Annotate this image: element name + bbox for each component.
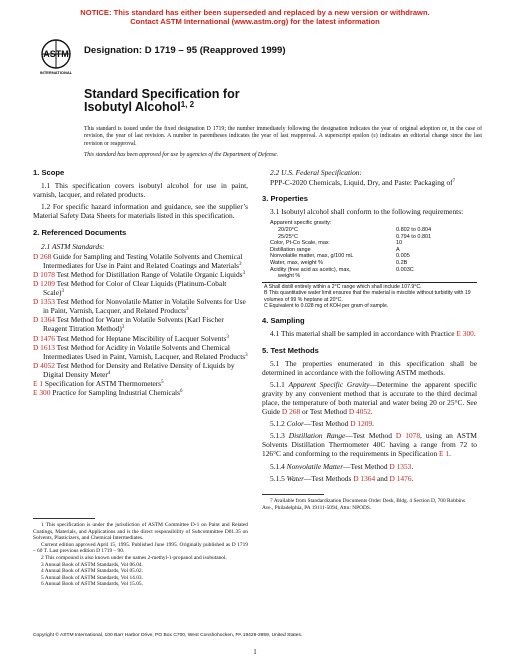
reference-item	[33, 279, 248, 297]
table-notes	[262, 284, 477, 310]
scope-p1: 1.1 This specification covers isobutyl alcohol for use in paint, varnish, lacquer, and related products.	[33, 181, 248, 200]
table-cell-label: 25/25°C	[278, 233, 298, 240]
reference-item	[33, 388, 248, 397]
title-line-1: Standard Specification for	[84, 87, 240, 101]
footnote-divider-right	[262, 494, 324, 495]
reference-code[interactable]: D 268	[33, 251, 52, 261]
table-cell-value: 0.802 to 0.804	[396, 226, 432, 233]
link-d1364[interactable]: D 1364	[353, 473, 376, 483]
table-row	[270, 267, 470, 274]
table-row	[270, 273, 470, 280]
table-row	[270, 220, 470, 227]
title-line-2: Isobutyl Alcohol	[84, 100, 181, 114]
link-d1078[interactable]: D 1078	[395, 431, 421, 441]
table-cell-value: 0.005	[396, 253, 410, 260]
table-row	[270, 260, 470, 267]
reference-sup: 3	[242, 270, 246, 276]
dod-approval: This standard has been approved for use by agencies of the Department of Defense.	[84, 152, 279, 158]
reference-sup: 5	[161, 379, 164, 385]
table-cell-label: Color, Pt-Co Scale, max	[270, 240, 329, 247]
document-title	[84, 88, 240, 114]
table-cell-value: 0.794 to 0.801	[396, 233, 432, 240]
properties-heading: 3. Properties	[262, 194, 309, 204]
test-methods-heading: 5. Test Methods	[262, 345, 319, 355]
link-d1353[interactable]: D 1353	[389, 461, 412, 471]
scope-heading: 1. Scope	[33, 168, 65, 177]
link-d1476[interactable]: D 1476	[389, 473, 412, 483]
reference-sup: 3	[61, 289, 64, 295]
reference-item	[33, 334, 248, 343]
logo-text: ASTM	[43, 49, 69, 59]
tests-p515: 5.1.5 Water—Test Methods D 1364 and D 1476.	[270, 473, 414, 483]
logo-subtext: INTERNATIONAL	[39, 70, 73, 75]
tests-p513: 5.1.3 Distillation Range—Test Method D 1078, using an ASTM Solvents Distillation Thermometer 40C having a range from 72 to 126°C and conforming to the requirements in Specification E 1.	[262, 431, 477, 459]
table-note: A Shall distill entirely within a 2°C range which shall include 107.9°C.	[264, 283, 422, 290]
page-number: 1	[253, 648, 257, 656]
reference-item	[33, 315, 248, 333]
reference-code[interactable]: D 1078	[33, 269, 55, 279]
title-superscript: 1, 2	[180, 100, 195, 109]
reference-title: Test Method for Nonvolatile Matter in Volatile Solvents for Use in Paint, Varnish, Lacquer, and Related Products	[43, 297, 246, 316]
footnote: 5 Annual Book of ASTM Standards, Vol 14.03.	[41, 574, 143, 581]
reference-title: Guide for Sampling and Testing Volatile Solvents and Chemical Intermediates for Use in Paint and Related Coatings and Materials	[43, 251, 243, 270]
reference-sup: 3	[245, 352, 248, 358]
footnote: 3 Annual Book of ASTM Standards, Vol 06.04.	[41, 561, 143, 568]
reference-title: Test Method for Color of Clear Liquids (Platinum-Cobalt Scale)	[43, 278, 227, 298]
reference-code[interactable]: D 1364	[33, 315, 55, 325]
table-cell-value	[396, 273, 470, 280]
standard-intro: This standard is issued under the fixed designation D 1719; the number immediately following the designation indicates the year of original adoption or, in the case of revision, the year of last revision. A number in parentheses indicates the year of last reapproval. A superscript epsilon (ε) indicates an editorial change since the last revision or reapproval.	[84, 126, 482, 147]
link-e1[interactable]: E 1	[439, 449, 450, 459]
reference-item	[33, 379, 248, 388]
reference-title: Practice for Sampling Industrial Chemicals	[50, 388, 180, 398]
footnote: 1 This specification is under the jurisdiction of ASTM Committee D-1 on Paint and Related Coatings, Materials, and Applications and is the direct responsibility of Subcommittee D01.35 on Solvents, Plasticizers, and Chemical Intermediates.	[33, 522, 248, 542]
reference-code[interactable]: D 1353	[33, 297, 55, 307]
reference-sup: 3	[226, 334, 229, 340]
sampling-p1: 4.1 This material shall be sampled in accordance with Practice E 300.	[270, 329, 476, 339]
table-cell-label: Distillation range	[270, 246, 311, 253]
tests-p512: 5.1.2 Color—Test Method D 1209.	[270, 419, 375, 429]
table-cell-value: 10	[396, 240, 403, 247]
scope-p2: 1.2 For specific hazard information and guidance, see the supplier’s Material Safety Data Sheets for materials listed in this specification.	[33, 202, 248, 221]
table-cell-value: A	[396, 246, 400, 253]
link-e300[interactable]: E 300	[456, 329, 474, 339]
reference-title: Specification for ASTM Thermometers	[43, 378, 162, 388]
footnote: 2 This compound is also known under the names 2-methyl-1-propanol and isobutanol.	[41, 554, 227, 561]
table-cell-label: Acidity (free acid as acetic), max,	[270, 266, 351, 273]
reference-title: Test Method for Heptane Miscibility of Lacquer Solvents	[54, 333, 227, 343]
reference-title: Test Method for Acidity in Volatile Solvents and Chemical Intermediates Used in Paint, Varnish, Lacquer, and Related Products	[43, 342, 246, 361]
footnote: 6 Annual Book of ASTM Standards, Vol 15.05.	[41, 581, 143, 588]
properties-p1: 3.1 Isobutyl alcohol shall conform to the following requirements:	[270, 207, 464, 217]
requirements-table	[270, 220, 470, 279]
table-note: C Equivalent to 0.028 mg of KOH per gram of sample.	[264, 302, 389, 309]
table-cell-label: Nonvolatile matter, max, g/100 mL	[270, 253, 354, 260]
table-cell-label: 20/20°C	[278, 226, 298, 233]
table-cell-value: 0.2B	[396, 259, 408, 266]
notice-line-2: Contact ASTM International (www.astm.org) for the latest information	[130, 17, 380, 27]
reference-sup: 3	[239, 261, 242, 267]
table-cell-label: Apparent specific gravity:	[270, 220, 332, 227]
reference-title: Test Method for Water in Volatile Solvents (Karl Fischer Reagent Titration Method)	[43, 315, 224, 334]
reference-item	[33, 361, 248, 379]
left-column	[33, 168, 248, 397]
footnote-7: 7 Available from Standardization Documents Order Desk, Bldg. 4 Section D, 700 Robbins Ave., Philadelphia, PA 19111-5094, Attn: NPODS.	[262, 498, 465, 511]
footnotes	[33, 522, 248, 588]
withdrawal-notice	[0, 8, 510, 27]
table-cell-label: Water, max, weight %	[270, 259, 323, 266]
table-note: B This quantitative water limit ensures that the material is miscible without turbidity with 19 volumes of 99 % heptane at 20°C.	[264, 290, 471, 303]
reference-item	[33, 252, 248, 270]
copyright: Copyright © ASTM International, 100 Barr Harbor Drive, PO Box C700, West Conshohocken, PA 19428-2959, United States.	[33, 633, 303, 638]
table-row	[270, 234, 470, 241]
astm-standards-subheading: 2.1 ASTM Standards:	[41, 241, 105, 251]
reference-item	[33, 297, 248, 315]
link-d1209[interactable]: D 1209	[350, 419, 373, 429]
sampling-heading: 4. Sampling	[262, 316, 305, 326]
designation: Designation: D 1719 – 95 (Reapproved 1999)	[84, 45, 286, 56]
table-cell-value	[396, 220, 470, 227]
table-row	[270, 247, 470, 254]
reference-code[interactable]: E 300	[33, 388, 51, 398]
table-row	[270, 240, 470, 247]
reference-sup: 6	[179, 389, 183, 395]
tests-p514: 5.1.4 Nonvolatile Matter—Test Method D 1353.	[270, 461, 414, 471]
reference-item	[33, 270, 248, 279]
reference-code[interactable]: D 1613	[33, 342, 55, 352]
table-cell-label: weight %	[278, 273, 301, 280]
federal-subheading: 2.2 U.S. Federal Specification:	[270, 168, 362, 177]
table-rule	[262, 282, 477, 283]
federal-sup: 7	[452, 179, 456, 185]
reference-code[interactable]: E 1	[33, 378, 44, 388]
reference-sup: 3	[121, 325, 125, 331]
footnote: Current edition approved April 15, 1995. Published June 1995. Originally published as D 1719 – 60 T. Last previous edition D 1719 – 90.	[33, 541, 248, 555]
reference-list	[33, 252, 248, 398]
reference-code[interactable]: D 1476	[33, 333, 55, 343]
reference-code[interactable]: D 4052	[33, 360, 55, 370]
references-heading: 2. Referenced Documents	[33, 228, 127, 238]
tests-p1: 5.1 The properties enumerated in this specification shall be determined in accordance with the following ASTM methods.	[262, 358, 477, 377]
reference-item	[33, 343, 248, 361]
tests-p511: 5.1.1 Apparent Specific Gravity—Determine the apparent specific gravity by any convenient method that is accurate to the third decimal place, the temperature of both material and water being 20 or 25°C. See Guide D 268 or Test Method D 4052.	[262, 379, 477, 417]
federal-spec: PPP-C-2020 Chemicals, Liquid, Dry, and Paste: Packaging of	[270, 178, 453, 188]
astm-logo	[37, 37, 75, 75]
reference-title: Test Method for Distillation Range of Volatile Organic Liquids	[54, 269, 243, 279]
footnote: 4 Annual Book of ASTM Standards, Vol 05.02.	[41, 568, 143, 575]
reference-sup: 3	[186, 307, 189, 313]
reference-title: Test Method for Density and Relative Density of Liquids by Digital Density Meter	[43, 360, 235, 379]
link-d268[interactable]: D 268	[281, 407, 301, 417]
right-column	[262, 168, 477, 486]
reference-sup: 4	[107, 370, 111, 376]
table-cell-value: 0.003C	[396, 266, 414, 273]
footnote-divider	[33, 518, 95, 519]
link-d4052[interactable]: D 4052	[348, 407, 371, 417]
reference-code[interactable]: D 1209	[33, 278, 55, 288]
table-row	[270, 227, 470, 234]
table-row	[270, 253, 470, 260]
notice-line-1: NOTICE: This standard has either been superseded and replaced by a new version or withdrawn.	[80, 8, 430, 17]
